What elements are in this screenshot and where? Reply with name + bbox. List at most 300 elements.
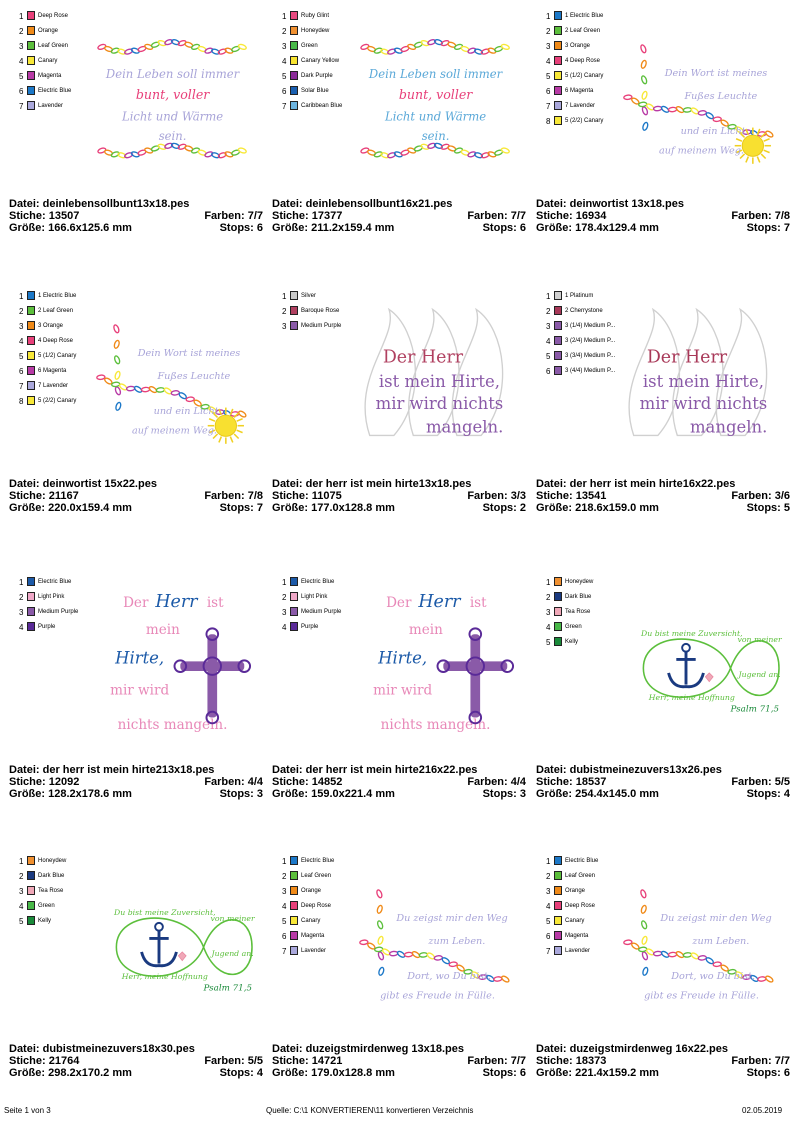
- heart-icon: [178, 952, 186, 961]
- palette-number: 3: [546, 42, 551, 51]
- design-text: von meiner: [210, 913, 255, 923]
- palette-color-name: Orange: [301, 888, 322, 894]
- color-swatch: [290, 856, 298, 865]
- palette-color-name: Magenta: [301, 933, 325, 939]
- palette-color-name: Medium Purple: [301, 323, 342, 329]
- footer-date: 02.05.2019: [742, 1106, 783, 1115]
- palette-row: [19, 85, 99, 100]
- color-swatch: [290, 291, 298, 300]
- palette-number: 7: [282, 102, 287, 111]
- palette-number: 5: [546, 352, 551, 361]
- color-swatch: [27, 26, 35, 35]
- palette-number: 1: [282, 12, 287, 21]
- design-text: Psalm 71,5: [730, 704, 780, 715]
- stitch-count: Stiche: 21764: [9, 1055, 80, 1067]
- palette-row: [282, 855, 362, 870]
- palette-color-name: Silver: [301, 293, 317, 299]
- palette-number: 7: [19, 102, 24, 111]
- embroidery-svg: [97, 855, 255, 1015]
- palette-number: 1: [19, 578, 24, 587]
- color-swatch: [290, 11, 298, 20]
- design-info: [536, 1043, 790, 1079]
- palette-number: 5: [546, 638, 551, 647]
- stitch-count: Stiche: 11075: [272, 490, 342, 502]
- palette-color-name: Orange: [38, 28, 59, 34]
- embroidery-preview: [360, 576, 515, 736]
- color-count: Farben: 7/7: [467, 1055, 526, 1067]
- design-text: Du zeigst mir den Weg: [660, 912, 772, 924]
- palette-color-name: Dark Blue: [565, 594, 592, 600]
- color-swatch: [27, 396, 35, 405]
- palette-color-name: Tea Rose: [38, 888, 64, 894]
- palette-number: 3: [19, 608, 24, 617]
- design-text: auf meinem Weg.: [659, 145, 744, 157]
- palette-row: [546, 85, 626, 100]
- palette-number: 5: [19, 72, 24, 81]
- color-palette: [19, 576, 99, 636]
- stop-count: Stops: 7: [746, 222, 790, 234]
- color-palette: [19, 10, 99, 115]
- palette-number: 7: [546, 102, 551, 111]
- file-name: Datei: deinlebensollbunt16x21.pes: [272, 198, 453, 210]
- palette-row: [546, 100, 626, 115]
- color-swatch: [27, 366, 35, 375]
- stitch-count: Stiche: 18373: [536, 1055, 607, 1067]
- palette-number: 1: [19, 292, 24, 301]
- palette-number: 6: [546, 367, 551, 376]
- design-text: mangeln.: [425, 417, 504, 437]
- design-text: Dein Wort ist meines: [137, 347, 241, 359]
- color-swatch: [554, 56, 562, 65]
- palette-row: [19, 576, 99, 591]
- color-swatch: [554, 886, 562, 895]
- palette-color-name: Leaf Green: [565, 873, 596, 879]
- palette-row: [546, 900, 626, 915]
- color-swatch: [290, 26, 298, 35]
- cross-icon: [438, 628, 514, 723]
- embroidery-svg: [360, 855, 515, 1015]
- design-card: [272, 845, 526, 1085]
- stop-count: Stops: 6: [482, 1067, 526, 1079]
- palette-number: 5: [546, 72, 551, 81]
- palette-number: 2: [19, 307, 24, 316]
- stop-count: Stops: 4: [219, 1067, 263, 1079]
- embroidery-svg: [360, 576, 515, 736]
- color-swatch: [27, 871, 35, 880]
- color-swatch: [554, 366, 562, 375]
- palette-row: [19, 915, 99, 930]
- palette-color-name: Medium Purple: [301, 609, 342, 615]
- file-name: Datei: deinwortist 13x18.pes: [536, 198, 684, 210]
- palette-number: 3: [546, 322, 551, 331]
- palette-row: [282, 945, 362, 960]
- color-swatch: [27, 56, 35, 65]
- design-text: bunt, voller: [398, 87, 473, 103]
- design-text: Hirte,: [378, 648, 428, 668]
- stop-count: Stops: 2: [482, 502, 526, 514]
- color-count: Farben: 3/6: [731, 490, 790, 502]
- color-swatch: [554, 916, 562, 925]
- embroidery-svg: [97, 10, 252, 170]
- color-count: Farben: 7/8: [731, 210, 790, 222]
- design-text: ist: [469, 595, 487, 612]
- color-swatch: [554, 856, 562, 865]
- palette-number: 1: [282, 857, 287, 866]
- stitch-count: Stiche: 21167: [9, 490, 79, 502]
- color-swatch: [554, 901, 562, 910]
- palette-number: 3: [282, 322, 287, 331]
- palette-row: [546, 335, 626, 350]
- palette-color-name: 3 (3/4) Medium P...: [565, 353, 616, 359]
- color-swatch: [554, 931, 562, 940]
- palette-color-name: Deep Rose: [301, 903, 332, 909]
- palette-color-name: Lavender: [38, 103, 64, 109]
- design-text: nichts mangeln.: [117, 717, 228, 734]
- stop-count: Stops: 3: [482, 788, 526, 800]
- color-swatch: [554, 291, 562, 300]
- palette-row: [282, 915, 362, 930]
- palette-row: [19, 320, 99, 335]
- design-text: Herr, meine Hoffnung: [121, 972, 208, 982]
- design-text: ist: [206, 595, 224, 612]
- palette-row: [546, 945, 626, 960]
- palette-number: 1: [546, 578, 551, 587]
- palette-row: [546, 115, 626, 130]
- design-text: Der: [386, 595, 412, 612]
- file-name: Datei: der herr ist mein hirte16x22.pes: [536, 478, 736, 490]
- palette-row: [282, 85, 362, 100]
- design-text: Psalm 71,5: [203, 983, 253, 994]
- stitch-count: Stiche: 13541: [536, 490, 607, 502]
- design-card: [272, 566, 526, 806]
- palette-number: 6: [546, 932, 551, 941]
- palette-color-name: Canary Yellow: [301, 58, 340, 64]
- chain-decoration: [376, 889, 385, 976]
- palette-row: [19, 290, 99, 305]
- palette-number: 6: [19, 367, 24, 376]
- palette-number: 5: [282, 72, 287, 81]
- design-text: Du zeigst mir den Weg: [396, 912, 508, 924]
- embroidery-preview: [97, 290, 252, 450]
- design-card: [536, 845, 790, 1085]
- palette-row: [282, 591, 362, 606]
- palette-color-name: Orange: [565, 888, 586, 894]
- palette-number: 4: [19, 902, 24, 911]
- design-text: nichts mangeln.: [380, 717, 491, 734]
- embroidery-svg: [624, 855, 779, 1015]
- color-swatch: [27, 381, 35, 390]
- design-card: [9, 566, 263, 806]
- palette-number: 8: [546, 117, 551, 126]
- color-swatch: [290, 901, 298, 910]
- palette-color-name: 1 Platinum: [565, 293, 594, 299]
- color-swatch: [290, 871, 298, 880]
- design-info: [9, 198, 263, 234]
- palette-row: [546, 70, 626, 85]
- design-size: Größe: 254.4x145.0 mm: [536, 788, 659, 800]
- color-swatch: [554, 71, 562, 80]
- chain-decoration: [97, 142, 247, 158]
- embroidery-svg: [97, 290, 252, 450]
- palette-color-name: 3 (4/4) Medium P...: [565, 368, 616, 374]
- design-text: Du bist meine Zuversicht,: [114, 908, 216, 918]
- palette-color-name: 2 Leaf Green: [565, 28, 601, 34]
- color-swatch: [554, 871, 562, 880]
- stitch-count: Stiche: 14852: [272, 776, 343, 788]
- palette-color-name: Kelly: [38, 918, 52, 924]
- palette-number: 4: [546, 337, 551, 346]
- palette-number: 4: [19, 623, 24, 632]
- palette-row: [282, 305, 362, 320]
- palette-row: [546, 365, 626, 380]
- file-name: Datei: duzeigstmirdenweg 13x18.pes: [272, 1043, 464, 1055]
- color-palette: [282, 10, 362, 115]
- color-swatch: [554, 637, 562, 646]
- palette-color-name: 1 Electric Blue: [38, 293, 77, 299]
- design-size: Größe: 178.4x129.4 mm: [536, 222, 659, 234]
- design-text: bunt, voller: [135, 87, 210, 103]
- palette-color-name: Purple: [38, 624, 56, 630]
- palette-color-name: 1 Electric Blue: [565, 13, 604, 19]
- palette-row: [282, 55, 362, 70]
- palette-color-name: 7 Lavender: [565, 103, 596, 109]
- palette-row: [19, 350, 99, 365]
- color-count: Farben: 3/3: [467, 490, 526, 502]
- chain-decoration: [113, 324, 122, 411]
- stop-count: Stops: 6: [219, 222, 263, 234]
- palette-row: [282, 900, 362, 915]
- design-info: [272, 764, 526, 800]
- design-size: Größe: 179.0x128.8 mm: [272, 1067, 395, 1079]
- design-info: [536, 764, 790, 800]
- infinity-loop: [643, 639, 779, 697]
- color-swatch: [27, 11, 35, 20]
- design-size: Größe: 166.6x125.6 mm: [9, 222, 132, 234]
- palette-color-name: 5 (1/2) Canary: [38, 353, 77, 359]
- color-swatch: [27, 71, 35, 80]
- palette-number: 4: [282, 623, 287, 632]
- file-name: Datei: der herr ist mein hirte13x18.pes: [272, 478, 472, 490]
- palette-row: [546, 305, 626, 320]
- design-info: [272, 198, 526, 234]
- color-swatch: [27, 916, 35, 925]
- color-swatch: [27, 622, 35, 631]
- file-name: Datei: deinwortist 15x22.pes: [9, 478, 157, 490]
- chain-decoration: [97, 39, 247, 55]
- palette-number: 4: [19, 57, 24, 66]
- palette-row: [546, 40, 626, 55]
- palette-color-name: Baroque Rose: [301, 308, 340, 314]
- color-palette: [546, 10, 626, 130]
- palette-row: [19, 900, 99, 915]
- palette-number: 1: [546, 12, 551, 21]
- palette-number: 3: [546, 887, 551, 896]
- file-name: Datei: dubistmeinezuvers13x26.pes: [536, 764, 722, 776]
- design-text: Der Herr: [382, 347, 464, 368]
- design-text: Herr: [155, 592, 198, 613]
- anchor-icon: [669, 644, 704, 687]
- palette-row: [546, 621, 626, 636]
- stitch-count: Stiche: 13507: [9, 210, 80, 222]
- palette-row: [546, 576, 626, 591]
- embroidery-preview: [624, 576, 782, 736]
- palette-color-name: 2 Leaf Green: [38, 308, 74, 314]
- cross-icon: [175, 628, 251, 723]
- palette-row: [282, 40, 362, 55]
- palette-number: 1: [546, 292, 551, 301]
- design-info: [272, 478, 526, 514]
- design-text: Jugend an.: [738, 669, 781, 679]
- palette-color-name: Electric Blue: [38, 88, 72, 94]
- color-count: Farben: 5/5: [204, 1055, 263, 1067]
- color-count: Farben: 7/8: [204, 490, 263, 502]
- design-info: [9, 764, 263, 800]
- embroidery-svg: [624, 10, 779, 170]
- palette-color-name: 5 (1/2) Canary: [565, 73, 604, 79]
- color-swatch: [290, 592, 298, 601]
- stitch-count: Stiche: 12092: [9, 776, 80, 788]
- color-swatch: [27, 351, 35, 360]
- color-swatch: [290, 622, 298, 631]
- embroidery-preview: [624, 290, 779, 450]
- palette-row: [282, 576, 362, 591]
- design-size: Größe: 211.2x159.4 mm: [272, 222, 395, 234]
- palette-color-name: Dark Purple: [301, 73, 333, 79]
- design-text: mein: [145, 622, 180, 639]
- palette-row: [546, 290, 626, 305]
- palette-number: 1: [19, 857, 24, 866]
- design-info: [9, 1043, 263, 1079]
- design-size: Größe: 159.0x221.4 mm: [272, 788, 395, 800]
- palette-color-name: Caribbean Blue: [301, 103, 343, 109]
- palette-row: [546, 870, 626, 885]
- palette-number: 6: [282, 932, 287, 941]
- stitch-count: Stiche: 17377: [272, 210, 343, 222]
- palette-number: 2: [282, 27, 287, 36]
- color-count: Farben: 7/7: [204, 210, 263, 222]
- palette-color-name: Ruby Glint: [301, 13, 330, 19]
- palette-number: 4: [19, 337, 24, 346]
- design-text: sein.: [421, 128, 450, 143]
- palette-color-name: 4 Deep Rose: [565, 58, 601, 64]
- embroidery-svg: [624, 576, 782, 736]
- embroidery-preview: [360, 855, 515, 1015]
- palette-color-name: 3 (2/4) Medium P...: [565, 338, 616, 344]
- design-text: gibt es Freude in Fülle.: [380, 990, 495, 1002]
- color-swatch: [290, 306, 298, 315]
- embroidery-svg: [624, 290, 779, 450]
- stop-count: Stops: 5: [746, 502, 790, 514]
- palette-row: [546, 591, 626, 606]
- color-swatch: [290, 577, 298, 586]
- palette-row: [282, 621, 362, 636]
- color-palette: [546, 576, 626, 651]
- design-text: Dein Leben soll immer: [368, 66, 503, 81]
- palette-color-name: Tea Rose: [565, 609, 591, 615]
- palette-number: 2: [19, 872, 24, 881]
- color-swatch: [554, 41, 562, 50]
- stop-count: Stops: 6: [482, 222, 526, 234]
- palette-number: 6: [19, 87, 24, 96]
- palette-color-name: Deep Rose: [565, 903, 596, 909]
- design-info: [9, 478, 263, 514]
- palette-number: 4: [546, 57, 551, 66]
- color-swatch: [554, 592, 562, 601]
- chain-decoration: [360, 142, 510, 158]
- palette-number: 1: [282, 578, 287, 587]
- palette-row: [19, 885, 99, 900]
- color-swatch: [290, 607, 298, 616]
- color-swatch: [27, 336, 35, 345]
- stitch-count: Stiche: 18537: [536, 776, 607, 788]
- palette-color-name: Magenta: [565, 933, 589, 939]
- palette-row: [282, 885, 362, 900]
- design-text: ist mein Hirte,: [378, 371, 500, 391]
- palette-color-name: Magenta: [38, 73, 62, 79]
- palette-number: 2: [282, 872, 287, 881]
- file-name: Datei: duzeigstmirdenweg 16x22.pes: [536, 1043, 728, 1055]
- color-swatch: [290, 931, 298, 940]
- color-count: Farben: 7/7: [731, 1055, 790, 1067]
- palette-number: 4: [546, 902, 551, 911]
- design-card: [9, 845, 263, 1085]
- palette-number: 5: [19, 352, 24, 361]
- design-text: Fußes Leuchte: [684, 91, 758, 103]
- palette-number: 3: [19, 887, 24, 896]
- color-swatch: [554, 336, 562, 345]
- palette-row: [19, 380, 99, 395]
- design-text: Jugend an.: [211, 948, 254, 958]
- design-text: mir wird nichts: [375, 394, 504, 414]
- palette-color-name: Purple: [301, 624, 319, 630]
- palette-row: [546, 636, 626, 651]
- chain-decoration: [640, 44, 649, 131]
- color-palette: [282, 576, 362, 636]
- palette-row: [546, 25, 626, 40]
- embroidery-preview: [360, 10, 515, 170]
- palette-color-name: Green: [38, 903, 55, 909]
- palette-number: 1: [546, 857, 551, 866]
- design-size: Größe: 298.2x170.2 mm: [9, 1067, 132, 1079]
- color-swatch: [27, 101, 35, 110]
- palette-number: 2: [19, 593, 24, 602]
- color-swatch: [554, 321, 562, 330]
- palette-row: [546, 915, 626, 930]
- color-swatch: [554, 306, 562, 315]
- palette-row: [19, 621, 99, 636]
- heart-icon: [705, 673, 713, 682]
- palette-number: 1: [19, 12, 24, 21]
- palette-color-name: Light Pink: [38, 594, 65, 600]
- palette-color-name: Lavender: [301, 948, 327, 954]
- design-card: [272, 0, 526, 240]
- palette-row: [546, 10, 626, 25]
- design-info: [536, 198, 790, 234]
- color-swatch: [27, 41, 35, 50]
- palette-color-name: Electric Blue: [301, 858, 335, 864]
- design-text: Der Herr: [646, 347, 728, 368]
- color-swatch: [27, 607, 35, 616]
- palette-number: 2: [282, 593, 287, 602]
- embroidery-svg: [360, 290, 515, 450]
- color-swatch: [27, 86, 35, 95]
- palette-number: 3: [282, 608, 287, 617]
- embroidery-preview: [97, 10, 252, 170]
- embroidery-svg: [97, 576, 252, 736]
- color-count: Farben: 5/5: [731, 776, 790, 788]
- design-card: [536, 566, 790, 806]
- palette-color-name: 2 Cherrystone: [565, 308, 603, 314]
